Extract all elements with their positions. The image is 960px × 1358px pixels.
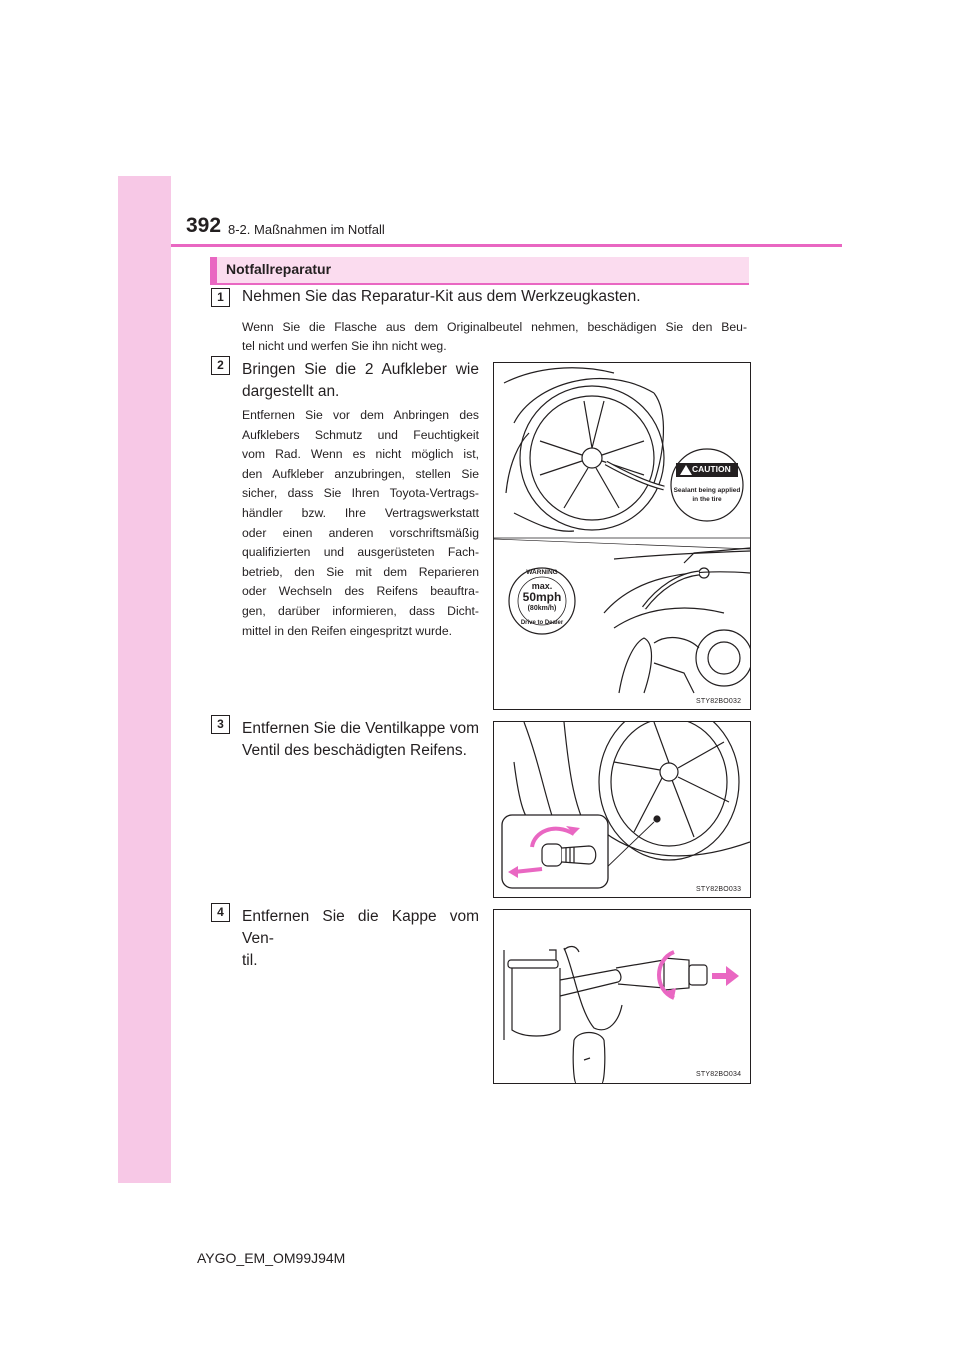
warning-sticker-top: WARNING (526, 569, 558, 576)
caution-sticker-line2: in the tire (692, 496, 722, 503)
step-badge-1: 1 (211, 288, 230, 307)
step-4-text (242, 906, 479, 972)
step-line: Bringen Sie die 2 Aufkleber wie (242, 361, 479, 378)
note-line: Aufklebers Schmutz und Feuchtigkeit (242, 427, 479, 442)
sticker-illustration (494, 363, 750, 709)
section-title: Notfallreparatur (226, 261, 332, 277)
figure-code: STY82BO033 (696, 886, 742, 893)
note-line: betrieb, den Sie mit dem Reparieren (242, 564, 479, 579)
step-1-text: Nehmen Sie das Reparatur-Kit aus dem Werkzeugkasten. (242, 288, 641, 305)
step-2-note (242, 406, 479, 641)
figure-remove-cap (493, 909, 751, 1084)
note-line: oder Wechseln des Reifens beauftra- (242, 584, 479, 599)
warning-sticker-bottom: Drive to Dealer (520, 620, 564, 626)
section-header (210, 257, 749, 285)
warning-sticker-speed-alt: (80km/h) (527, 605, 557, 612)
page-number: 392 (186, 214, 222, 237)
step-badge-3: 3 (211, 715, 230, 734)
warning-sticker-max: max. (531, 581, 553, 591)
remove-cap-illustration (494, 910, 750, 1083)
step-badge-2: 2 (211, 356, 230, 375)
caution-sticker-line1: Sealant being applied (673, 487, 741, 494)
note-line: Entfernen Sie vor dem Anbringen des (242, 408, 479, 422)
note-line: oder einen anderen vorschriftsmäßig (242, 525, 479, 540)
note-line: händler bzw. Ihre Vertragswerkstatt (242, 505, 479, 520)
caution-sticker-title: CAUTION (692, 464, 731, 474)
step-line: til. (242, 952, 258, 969)
step-badge-4: 4 (211, 903, 230, 922)
figure-code: STY82BO034 (696, 1071, 742, 1078)
footer-doc-id: AYGO_EM_OM99J94M (197, 1250, 346, 1266)
note-line: qualifizierten und ausgerüsteten Fach- (242, 545, 479, 560)
step-2-text (242, 359, 479, 403)
note-line: gen, darüber informieren, dass Dicht- (242, 603, 479, 618)
note-line: sicher, dass Sie Ihren Toyota-Vertrags- (242, 486, 479, 501)
step-line: Entfernen Sie die Ventilkappe vom (242, 720, 479, 737)
figure-code: STY82BO032 (696, 698, 742, 705)
step-line: Entfernen Sie die Kappe vom Ven- (242, 908, 479, 947)
note-line: Wenn Sie die Flasche aus dem Originalbeutel nehmen, beschädigen Sie den Beu- (242, 320, 747, 334)
step-line: Ventil des beschädigten Reifens. (242, 742, 467, 759)
header-rule (171, 244, 842, 247)
section-header-accent (210, 257, 217, 283)
figure-stickers (493, 362, 751, 710)
step-3-text (242, 718, 479, 762)
valve-cap-illustration (494, 722, 750, 897)
chapter-title: 8-2. Maßnahmen im Notfall (228, 222, 385, 237)
side-band (118, 176, 171, 1183)
note-line: tel nicht und werfen Sie ihn nicht weg. (242, 339, 447, 353)
note-line: mittel in den Reifen eingespritzt wurde. (242, 623, 453, 638)
caution-sticker (671, 449, 743, 521)
step-line: dargestellt an. (242, 383, 340, 400)
note-line: vom Rad. Wenn es nicht möglich ist, (242, 447, 479, 462)
step-1-note (242, 318, 747, 356)
figure-valve-cap (493, 721, 751, 898)
note-line: den Aufkleber anzubringen, stellen Sie (242, 466, 479, 481)
warning-sticker-speed: 50mph (522, 590, 562, 604)
